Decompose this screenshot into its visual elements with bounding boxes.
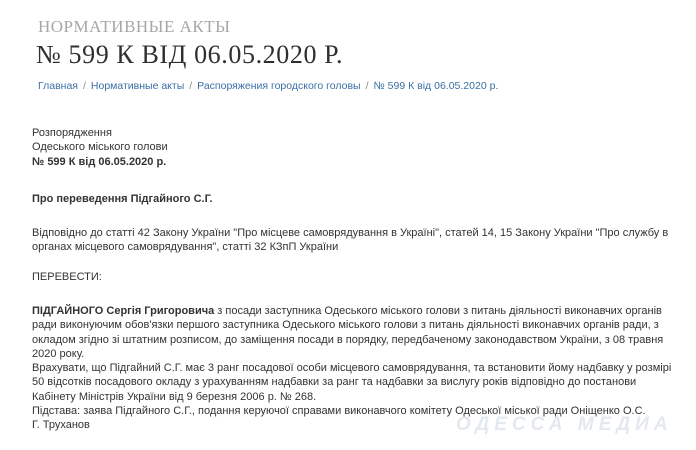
breadcrumb-home-link[interactable]: Главная [38,80,78,92]
document-signature: Г. Труханов [32,419,90,431]
person-name: ПІДГАЙНОГО Сергія Григоровича [32,305,215,317]
document-order-section [32,304,672,418]
document-type: Розпорядження [32,127,112,139]
watermark-logo: ОДЕССА МЕДИА [456,414,673,435]
order-text: з посади заступника Одеського міського голови з питань діяльності виконавчих органів ради виконуючим обов'язки першого заступника Одеського міського голови з питань діяльності виконавчих органів ради, з окладом згідно зі штатним розписом, до заміщення посади в порядку, передбаченому законодавством України, з 08 травня 2020 року. [32,305,664,360]
section-label: НОРМАТИВНЫЕ АКТЫ [38,17,231,36]
document-grounds: Підстава: заява Підгайного С.Г., подання керуючої справами виконавчого комітету Одеської міської ради Оніщенко О.С. [32,405,646,418]
breadcrumb-separator: / [82,80,86,92]
document-order-word: ПЕРЕВЕСТИ: [32,271,102,283]
document-order-paragraph [32,304,672,361]
breadcrumb-separator: / [189,80,193,92]
document-basis: Відповідно до статті 42 Закону України "Про місцеве самоврядування в Україні", статей 14, 15 Закону України "Про службу в органах місцевого самоврядування", статті 32 КЗпП України [32,227,669,254]
breadcrumb-normative-acts-link[interactable]: Нормативные акты [90,80,185,92]
breadcrumb-separator: / [365,80,369,92]
breadcrumb-current: № 599 К від 06.05.2020 р. [373,80,499,92]
document-issuer: Одеського міського голови [32,141,168,154]
breadcrumb-orders-link[interactable]: Распоряжения городского головы [197,80,361,92]
document-heading [32,126,672,169]
document-allowance: Врахувати, що Підгайний С.Г. має 3 ранг посадової особи місцевого самоврядування, та встановити йому надбавку у розмірі 50 відсотків посадового окладу з урахуванням надбавки за ранг та надбавки за вислугу років відповідно до постанови Кабінету Міністрів України від 9 березня 2006 р. № 268. [32,362,672,403]
document-number: № 599 К від 06.05.2020 р. [32,155,167,168]
breadcrumb [38,80,498,92]
document-subject: Про переведення Підгайного С.Г. [32,193,213,205]
page-title: № 599 К ВІД 06.05.2020 Р. [36,40,344,69]
